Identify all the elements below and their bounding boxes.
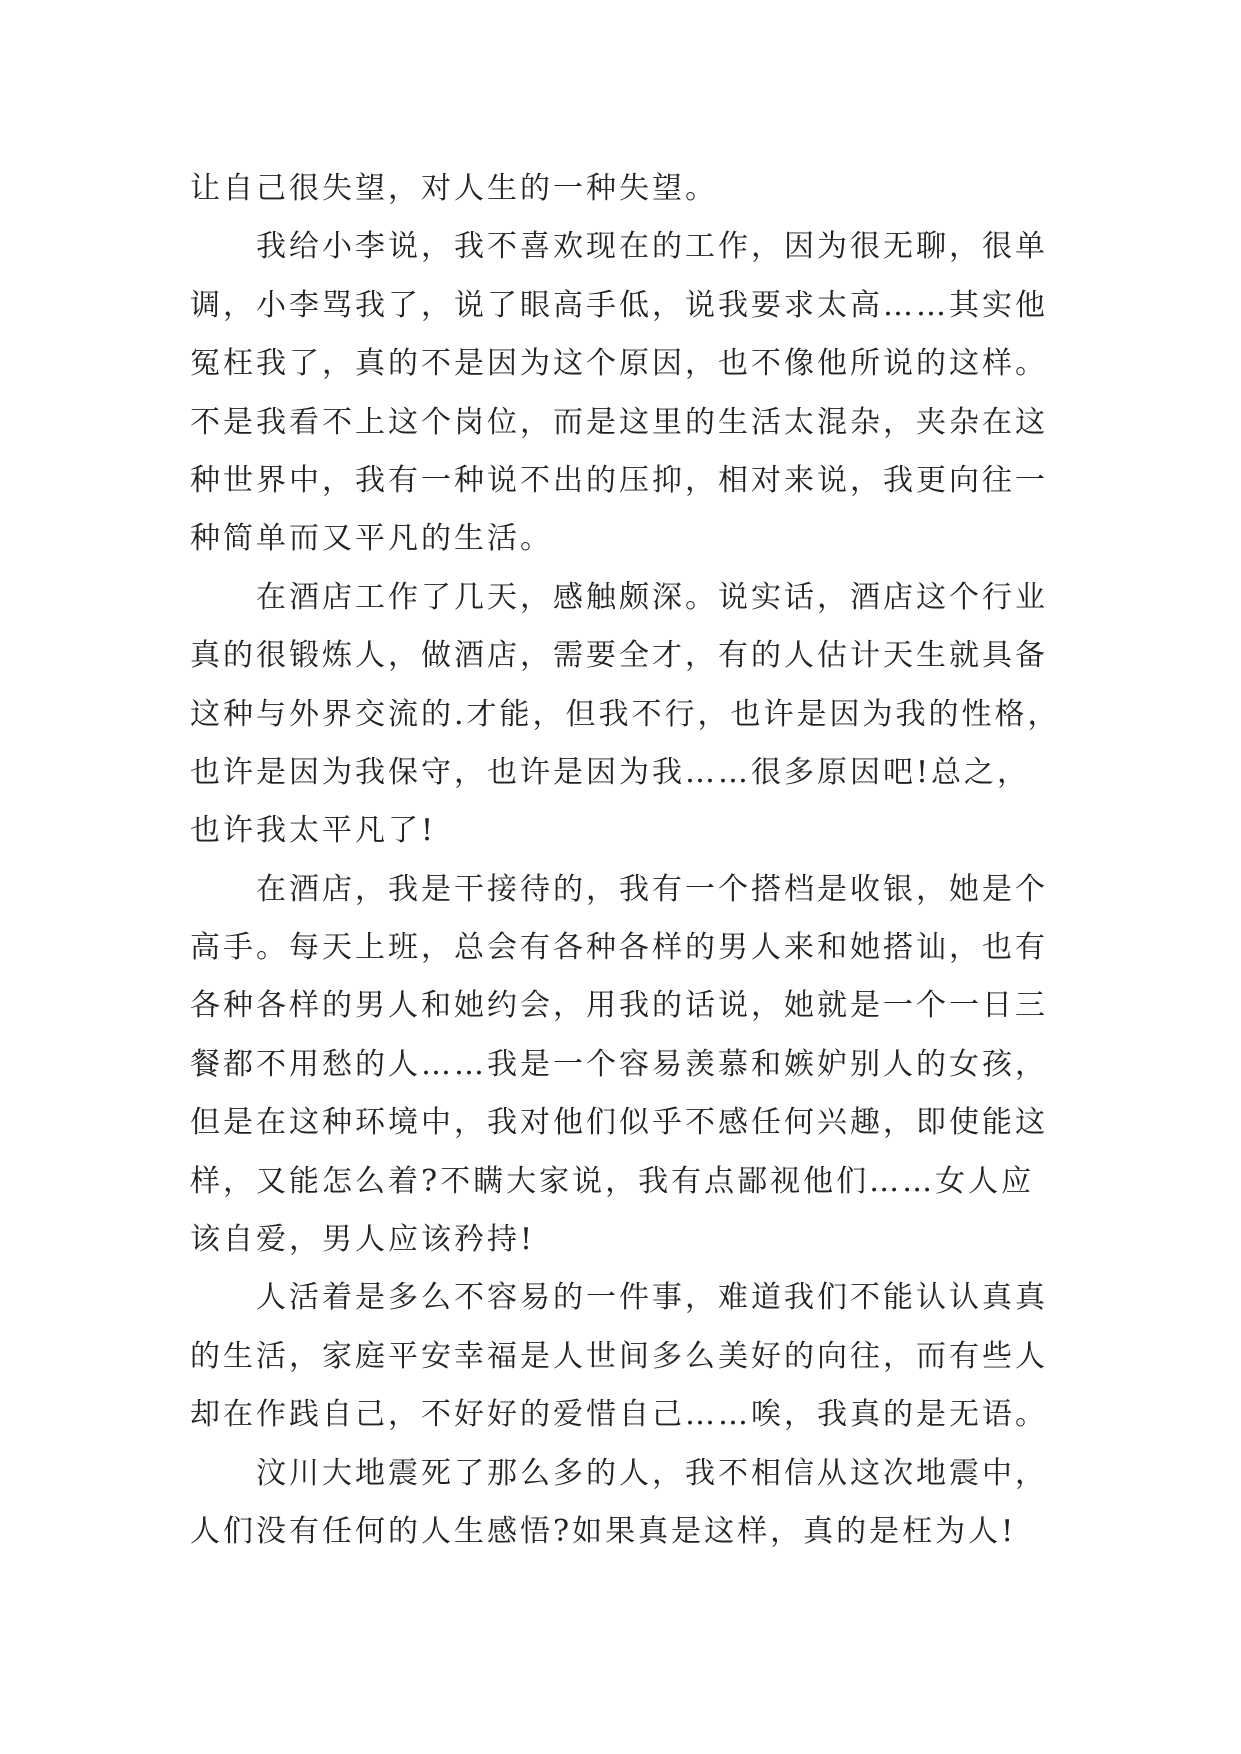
paragraph-6 [190, 1445, 1070, 1562]
text-line: 我给小李说，我不喜欢现在的工作，因为很无聊，很单 [190, 229, 1048, 265]
paragraph-1 [190, 160, 1070, 218]
text-line: 却在作践自己，不好好的爱惜自己……唉，我真的是无语。 [190, 1397, 1048, 1433]
text-line: 餐都不用愁的人……我是一个容易羡慕和嫉妒别人的女孩， [190, 1046, 1048, 1082]
text-line: 也许我太平凡了! [190, 813, 437, 849]
text-line: 调，小李骂我了，说了眼高手低，说我要求太高……其实他 [190, 287, 1048, 323]
paragraph-5 [190, 1269, 1070, 1444]
text-line: 冤枉我了，真的不是因为这个原因，也不像他所说的这样。 [190, 346, 1048, 382]
text-line: 样，又能怎么着?不瞒大家说，我有点鄙视他们……女人应 [190, 1163, 1035, 1199]
text-line: 该自爱，男人应该矜持! [190, 1222, 536, 1258]
paragraph-3 [190, 569, 1070, 861]
text-line: 让自己很失望，对人生的一种失望。 [190, 171, 718, 206]
text-line: 种世界中，我有一种说不出的压抑，相对来说，我更向往一 [190, 462, 1048, 498]
paragraph-4 [190, 861, 1070, 1270]
text-line: 但是在这种环境中，我对他们似乎不感任何兴趣，即使能这 [190, 1105, 1048, 1141]
paragraph-2 [190, 218, 1070, 568]
text-line: 真的很锻炼人，做酒店，需要全才，有的人估计天生就具备 [190, 638, 1048, 674]
text-line: 人们没有任何的人生感悟?如果真是这样，真的是枉为人! [190, 1513, 1017, 1549]
text-line: 也许是因为我保守，也许是因为我……很多原因吧!总之， [190, 754, 1031, 790]
text-line: 汶川大地震死了那么多的人，我不相信从这次地震中， [190, 1455, 1048, 1491]
text-line: 种简单而又平凡的生活。 [190, 521, 553, 557]
text-line: 高手。每天上班，总会有各种各样的男人来和她搭讪，也有 [190, 930, 1048, 966]
text-line: 各种各样的男人和她约会，用我的话说，她就是一个一日三 [190, 988, 1048, 1024]
text-line: 人活着是多么不容易的一件事，难道我们不能认认真真 [190, 1280, 1048, 1316]
text-line: 在酒店工作了几天，感触颇深。说实话，酒店这个行业 [190, 579, 1048, 615]
text-line: 的生活，家庭平安幸福是人世间多么美好的向往，而有些人 [190, 1338, 1048, 1374]
text-line: 不是我看不上这个岗位，而是这里的生活太混杂，夹杂在这 [190, 404, 1048, 440]
document-page [190, 160, 1070, 1561]
text-line: 在酒店，我是干接待的，我有一个搭档是收银，她是个 [190, 871, 1048, 907]
text-line: 这种与外界交流的.才能，但我不行，也许是因为我的性格， [190, 696, 1061, 732]
